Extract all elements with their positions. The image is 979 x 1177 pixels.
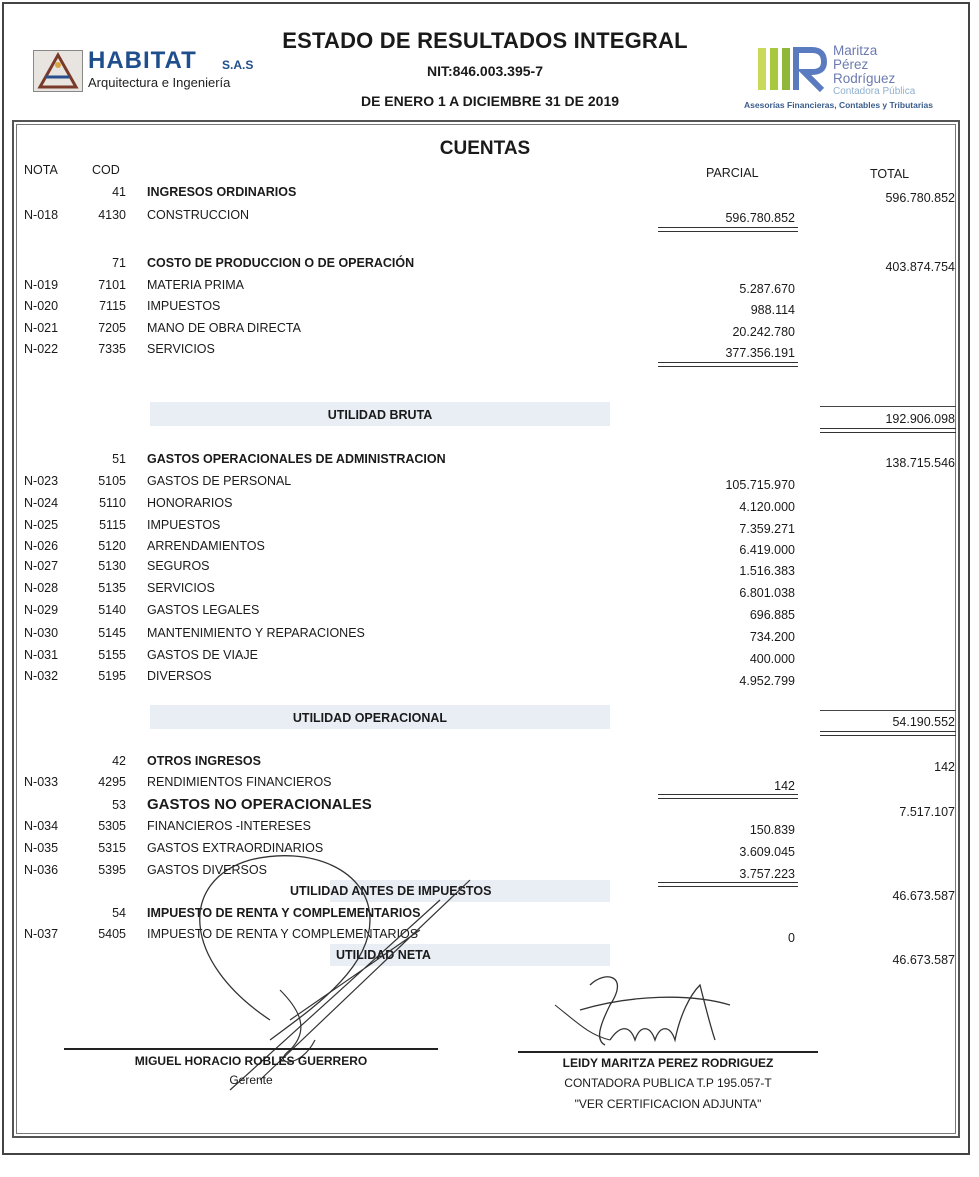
- row-parcial: 142: [774, 779, 795, 793]
- row-name: GASTOS DE VIAJE: [147, 648, 258, 662]
- group-name: GASTOS NO OPERACIONALES: [147, 796, 372, 813]
- row-parcial: 4.120.000: [739, 500, 795, 514]
- subtotal-label: UTILIDAD ANTES DE IMPUESTOS: [290, 884, 492, 898]
- company-logo-suffix: S.A.S: [222, 58, 254, 72]
- company-logo-subtitle: Arquitectura e Ingeniería: [88, 75, 231, 90]
- manager-name: MIGUEL HORACIO ROBLES GUERRERO: [134, 1054, 368, 1068]
- col-cod-header: COD: [92, 163, 120, 177]
- row-name: IMPUESTOS: [147, 518, 221, 532]
- row-parcial: 3.609.045: [739, 845, 795, 859]
- subtotal-total: 46.673.587: [892, 953, 955, 967]
- row-parcial: 5.287.670: [739, 282, 795, 296]
- row-cod: 5135: [98, 581, 126, 595]
- row-parcial: 400.000: [749, 652, 795, 666]
- row-nota: N-025: [24, 518, 59, 532]
- row-cod: 5110: [99, 496, 126, 510]
- group-name: OTROS INGRESOS: [147, 754, 261, 768]
- accountant-logo-line2: Pérez: [833, 57, 869, 72]
- row-nota: N-024: [24, 496, 59, 510]
- nit: NIT:846.003.395-7: [427, 63, 543, 79]
- row-nota: N-035: [24, 841, 59, 855]
- row-cod: 5145: [98, 626, 126, 640]
- group-name: INGRESOS ORDINARIOS: [147, 185, 297, 199]
- row-nota: N-026: [24, 539, 59, 553]
- row-parcial: 6.419.000: [739, 543, 795, 557]
- double-rule: [658, 794, 798, 799]
- row-parcial: 7.359.271: [739, 522, 795, 536]
- habitat-logo-icon: [33, 50, 83, 92]
- row-cod: 5315: [98, 841, 126, 855]
- row-cod: 5305: [98, 819, 126, 833]
- row-nota: N-023: [24, 474, 59, 488]
- group-cod: 71: [112, 256, 126, 270]
- row-parcial: 3.757.223: [739, 867, 795, 881]
- col-parcial-header: PARCIAL: [706, 166, 759, 180]
- accountant-logo-line3: Rodríguez: [833, 71, 896, 86]
- row-name: GASTOS DE PERSONAL: [147, 474, 292, 488]
- row-parcial: 734.200: [749, 630, 795, 644]
- signature-line-right: [518, 1051, 818, 1053]
- row-name: SEGUROS: [147, 559, 210, 573]
- row-name: CONSTRUCCION: [147, 208, 250, 222]
- row-name: GASTOS DIVERSOS: [147, 863, 267, 877]
- row-name: SERVICIOS: [147, 581, 215, 595]
- row-cod: 5140: [98, 603, 126, 617]
- row-cod: 5130: [98, 559, 126, 573]
- row-name: IMPUESTO DE RENTA Y COMPLEMENTARIOS: [147, 927, 419, 941]
- row-nota: N-032: [24, 669, 59, 683]
- double-rule: [658, 362, 798, 367]
- company-logo-name: HABITAT: [88, 47, 197, 74]
- subtotal-total: 54.190.552: [892, 715, 955, 729]
- accountant-role: CONTADORA PUBLICA T.P 195.057-T: [564, 1076, 772, 1090]
- accountant-signature-icon: [550, 965, 750, 1055]
- subtotal-label: UTILIDAD OPERACIONAL: [292, 711, 448, 725]
- row-name: FINANCIEROS -INTERESES: [147, 819, 311, 833]
- row-cod: 5155: [98, 648, 126, 662]
- row-nota: N-029: [24, 603, 59, 617]
- row-name: GASTOS LEGALES: [147, 603, 260, 617]
- group-total: 138.715.546: [885, 456, 955, 470]
- group-cod: 42: [112, 754, 126, 768]
- row-cod: 5395: [98, 863, 126, 877]
- subtotal-label: UTILIDAD NETA: [336, 948, 431, 962]
- group-name: IMPUESTO DE RENTA Y COMPLEMENTARIOS: [147, 906, 421, 920]
- row-parcial: 1.516.383: [739, 564, 795, 578]
- row-parcial: 988.114: [750, 303, 795, 317]
- row-name: RENDIMIENTOS FINANCIEROS: [147, 775, 332, 789]
- col-total-header: TOTAL: [870, 167, 910, 181]
- row-parcial: 105.715.970: [725, 478, 795, 492]
- subtotal-label: UTILIDAD BRUTA: [327, 408, 433, 422]
- row-parcial: 377.356.191: [725, 346, 795, 360]
- period: DE ENERO 1 A DICIEMBRE 31 DE 2019: [360, 93, 620, 109]
- row-nota: N-028: [24, 581, 59, 595]
- row-parcial: 150.839: [749, 823, 795, 837]
- row-parcial: 20.242.780: [732, 325, 795, 339]
- row-name: SERVICIOS: [147, 342, 215, 356]
- group-total: 142: [934, 760, 955, 774]
- row-name: MATERIA PRIMA: [147, 278, 245, 292]
- document-title: ESTADO DE RESULTADOS INTEGRAL: [282, 28, 688, 53]
- group-total: 596.780.852: [885, 191, 955, 205]
- row-cod: 5115: [99, 518, 126, 532]
- row-cod: 5405: [98, 927, 126, 941]
- row-parcial: 696.885: [749, 608, 795, 622]
- group-total: 7.517.107: [899, 805, 955, 819]
- row-cod: 7205: [98, 321, 126, 335]
- row-parcial: 0: [788, 931, 795, 945]
- row-cod: 4295: [98, 775, 126, 789]
- group-name: GASTOS OPERACIONALES DE ADMINISTRACION: [147, 452, 446, 466]
- row-cod: 7101: [98, 278, 126, 292]
- accountant-logo-line1: Maritza: [833, 43, 878, 58]
- row-name: GASTOS EXTRAORDINARIOS: [147, 841, 324, 855]
- double-rule: [658, 882, 798, 887]
- row-nota: N-030: [24, 626, 59, 640]
- group-total: 403.874.754: [885, 260, 955, 274]
- accountant-name: LEIDY MARITZA PEREZ RODRIGUEZ: [562, 1056, 774, 1070]
- row-name: ARRENDAMIENTOS: [147, 539, 265, 553]
- certification-note: "VER CERTIFICACION ADJUNTA": [574, 1097, 762, 1111]
- group-cod: 53: [112, 798, 126, 812]
- subtotal-total: 192.906.098: [885, 412, 955, 426]
- row-nota: N-021: [24, 321, 59, 335]
- row-parcial: 4.952.799: [739, 674, 795, 688]
- double-rule: [658, 227, 798, 232]
- double-rule: [820, 731, 956, 736]
- row-nota: N-018: [24, 208, 59, 222]
- row-nota: N-037: [24, 927, 59, 941]
- row-nota: N-036: [24, 863, 59, 877]
- subtotal-rule: [820, 710, 956, 711]
- accountant-logo-icon: [756, 44, 828, 94]
- group-cod: 54: [112, 906, 126, 920]
- manager-role: Gerente: [229, 1073, 273, 1087]
- row-cod: 5120: [98, 539, 126, 553]
- group-name: COSTO DE PRODUCCION O DE OPERACIÓN: [147, 256, 415, 270]
- accountant-logo-subtitle: Contadora Pública: [833, 86, 916, 97]
- row-nota: N-034: [24, 819, 59, 833]
- row-name: DIVERSOS: [147, 669, 212, 683]
- row-nota: N-020: [24, 299, 59, 313]
- double-rule: [820, 428, 956, 433]
- row-parcial: 6.801.038: [739, 586, 795, 600]
- accountant-logo-name: [833, 44, 895, 86]
- row-cod: 7335: [98, 342, 126, 356]
- row-name: IMPUESTOS: [147, 299, 221, 313]
- row-parcial: 596.780.852: [725, 211, 795, 225]
- row-cod: 5105: [98, 474, 126, 488]
- row-nota: N-033: [24, 775, 59, 789]
- subtotal-rule: [820, 406, 956, 407]
- row-name: HONORARIOS: [147, 496, 233, 510]
- section-title: CUENTAS: [439, 138, 531, 159]
- row-cod: 7115: [99, 299, 126, 313]
- row-nota: N-027: [24, 559, 59, 573]
- subtotal-total: 46.673.587: [892, 889, 955, 903]
- signature-line-left: [64, 1048, 438, 1050]
- row-nota: N-019: [24, 278, 59, 292]
- accountant-logo-tagline: Asesorías Financieras, Contables y Tributarias: [744, 100, 933, 110]
- row-name: MANTENIMIENTO Y REPARACIONES: [147, 626, 365, 640]
- row-cod: 5195: [98, 669, 126, 683]
- row-cod: 4130: [98, 208, 126, 222]
- row-nota: N-022: [24, 342, 59, 356]
- group-cod: 41: [112, 185, 126, 199]
- col-nota-header: NOTA: [24, 163, 58, 177]
- row-nota: N-031: [24, 648, 59, 662]
- group-cod: 51: [112, 452, 126, 466]
- row-name: MANO DE OBRA DIRECTA: [147, 321, 301, 335]
